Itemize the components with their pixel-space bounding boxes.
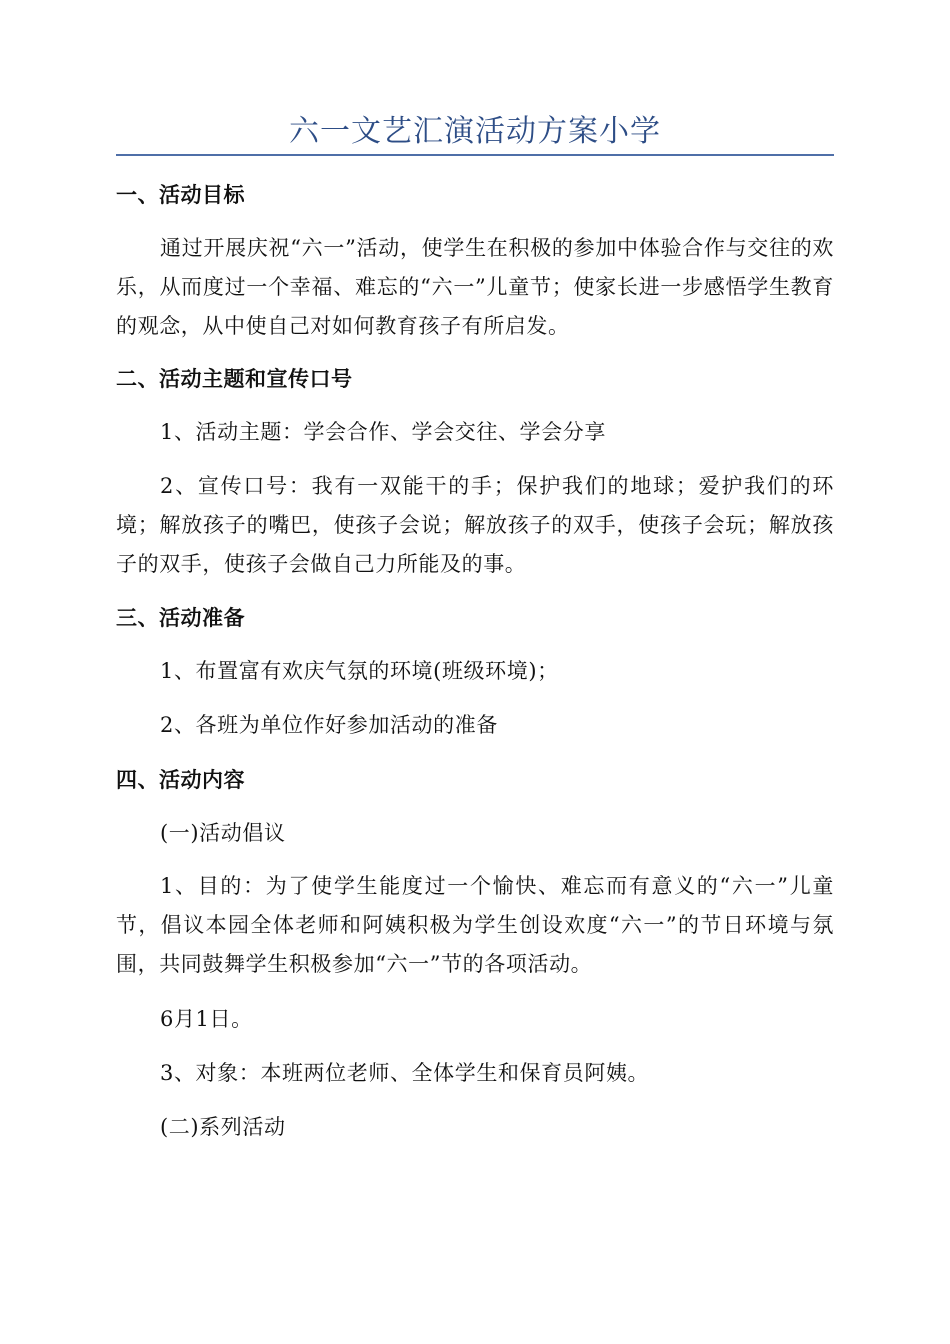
paragraph-theme: 1、活动主题：学会合作、学会交往、学会分享 (160, 420, 606, 444)
section-heading-preparation: 三、活动准备 (116, 605, 245, 630)
paragraph-subheading-1: (一)活动倡议 (160, 821, 286, 845)
paragraph-prep-2: 2、各班为单位作好参加活动的准备 (160, 713, 498, 737)
title-underline (116, 154, 834, 156)
paragraph-prep-1: 1、布置富有欢庆气氛的环境(班级环境)； (160, 659, 559, 683)
section-heading-goals: 一、活动目标 (116, 182, 245, 207)
paragraph-target: 3、对象：本班两位老师、全体学生和保育员阿姨。 (160, 1061, 650, 1085)
paragraph-subheading-2: (二)系列活动 (160, 1115, 286, 1139)
section-heading-content: 四、活动内容 (116, 767, 245, 792)
paragraph-slogan: 2、宣传口号：我有一双能干的手；保护我们的地球；爱护我们的环境；解放孩子的嘴巴，使孩子会说；解放孩子的双手，使孩子会玩；解放孩子的双手，使孩子会做自己力所能及的事。 (116, 474, 834, 576)
section-heading-theme: 二、活动主题和宣传口号 (116, 366, 353, 391)
paragraph-goals: 通过开展庆祝“六一”活动，使学生在积极的参加中体验合作与交往的欢乐，从而度过一个幸福、难忘的“六一”儿童节；使家长进一步感悟学生教育的观念，从中使自己对如何教育孩子有所启发。 (116, 236, 834, 338)
paragraph-purpose: 1、目的：为了使学生能度过一个愉快、难忘而有意义的“六一”儿童节，倡议本园全体老师和阿姨积极为学生创设欢度“六一”的节日环境与氛围，共同鼓舞学生积极参加“六一”节的各项活动。 (116, 874, 834, 976)
paragraph-date: 6月1日。 (160, 1007, 253, 1031)
document-title: 六一文艺汇演活动方案小学 (289, 114, 661, 149)
